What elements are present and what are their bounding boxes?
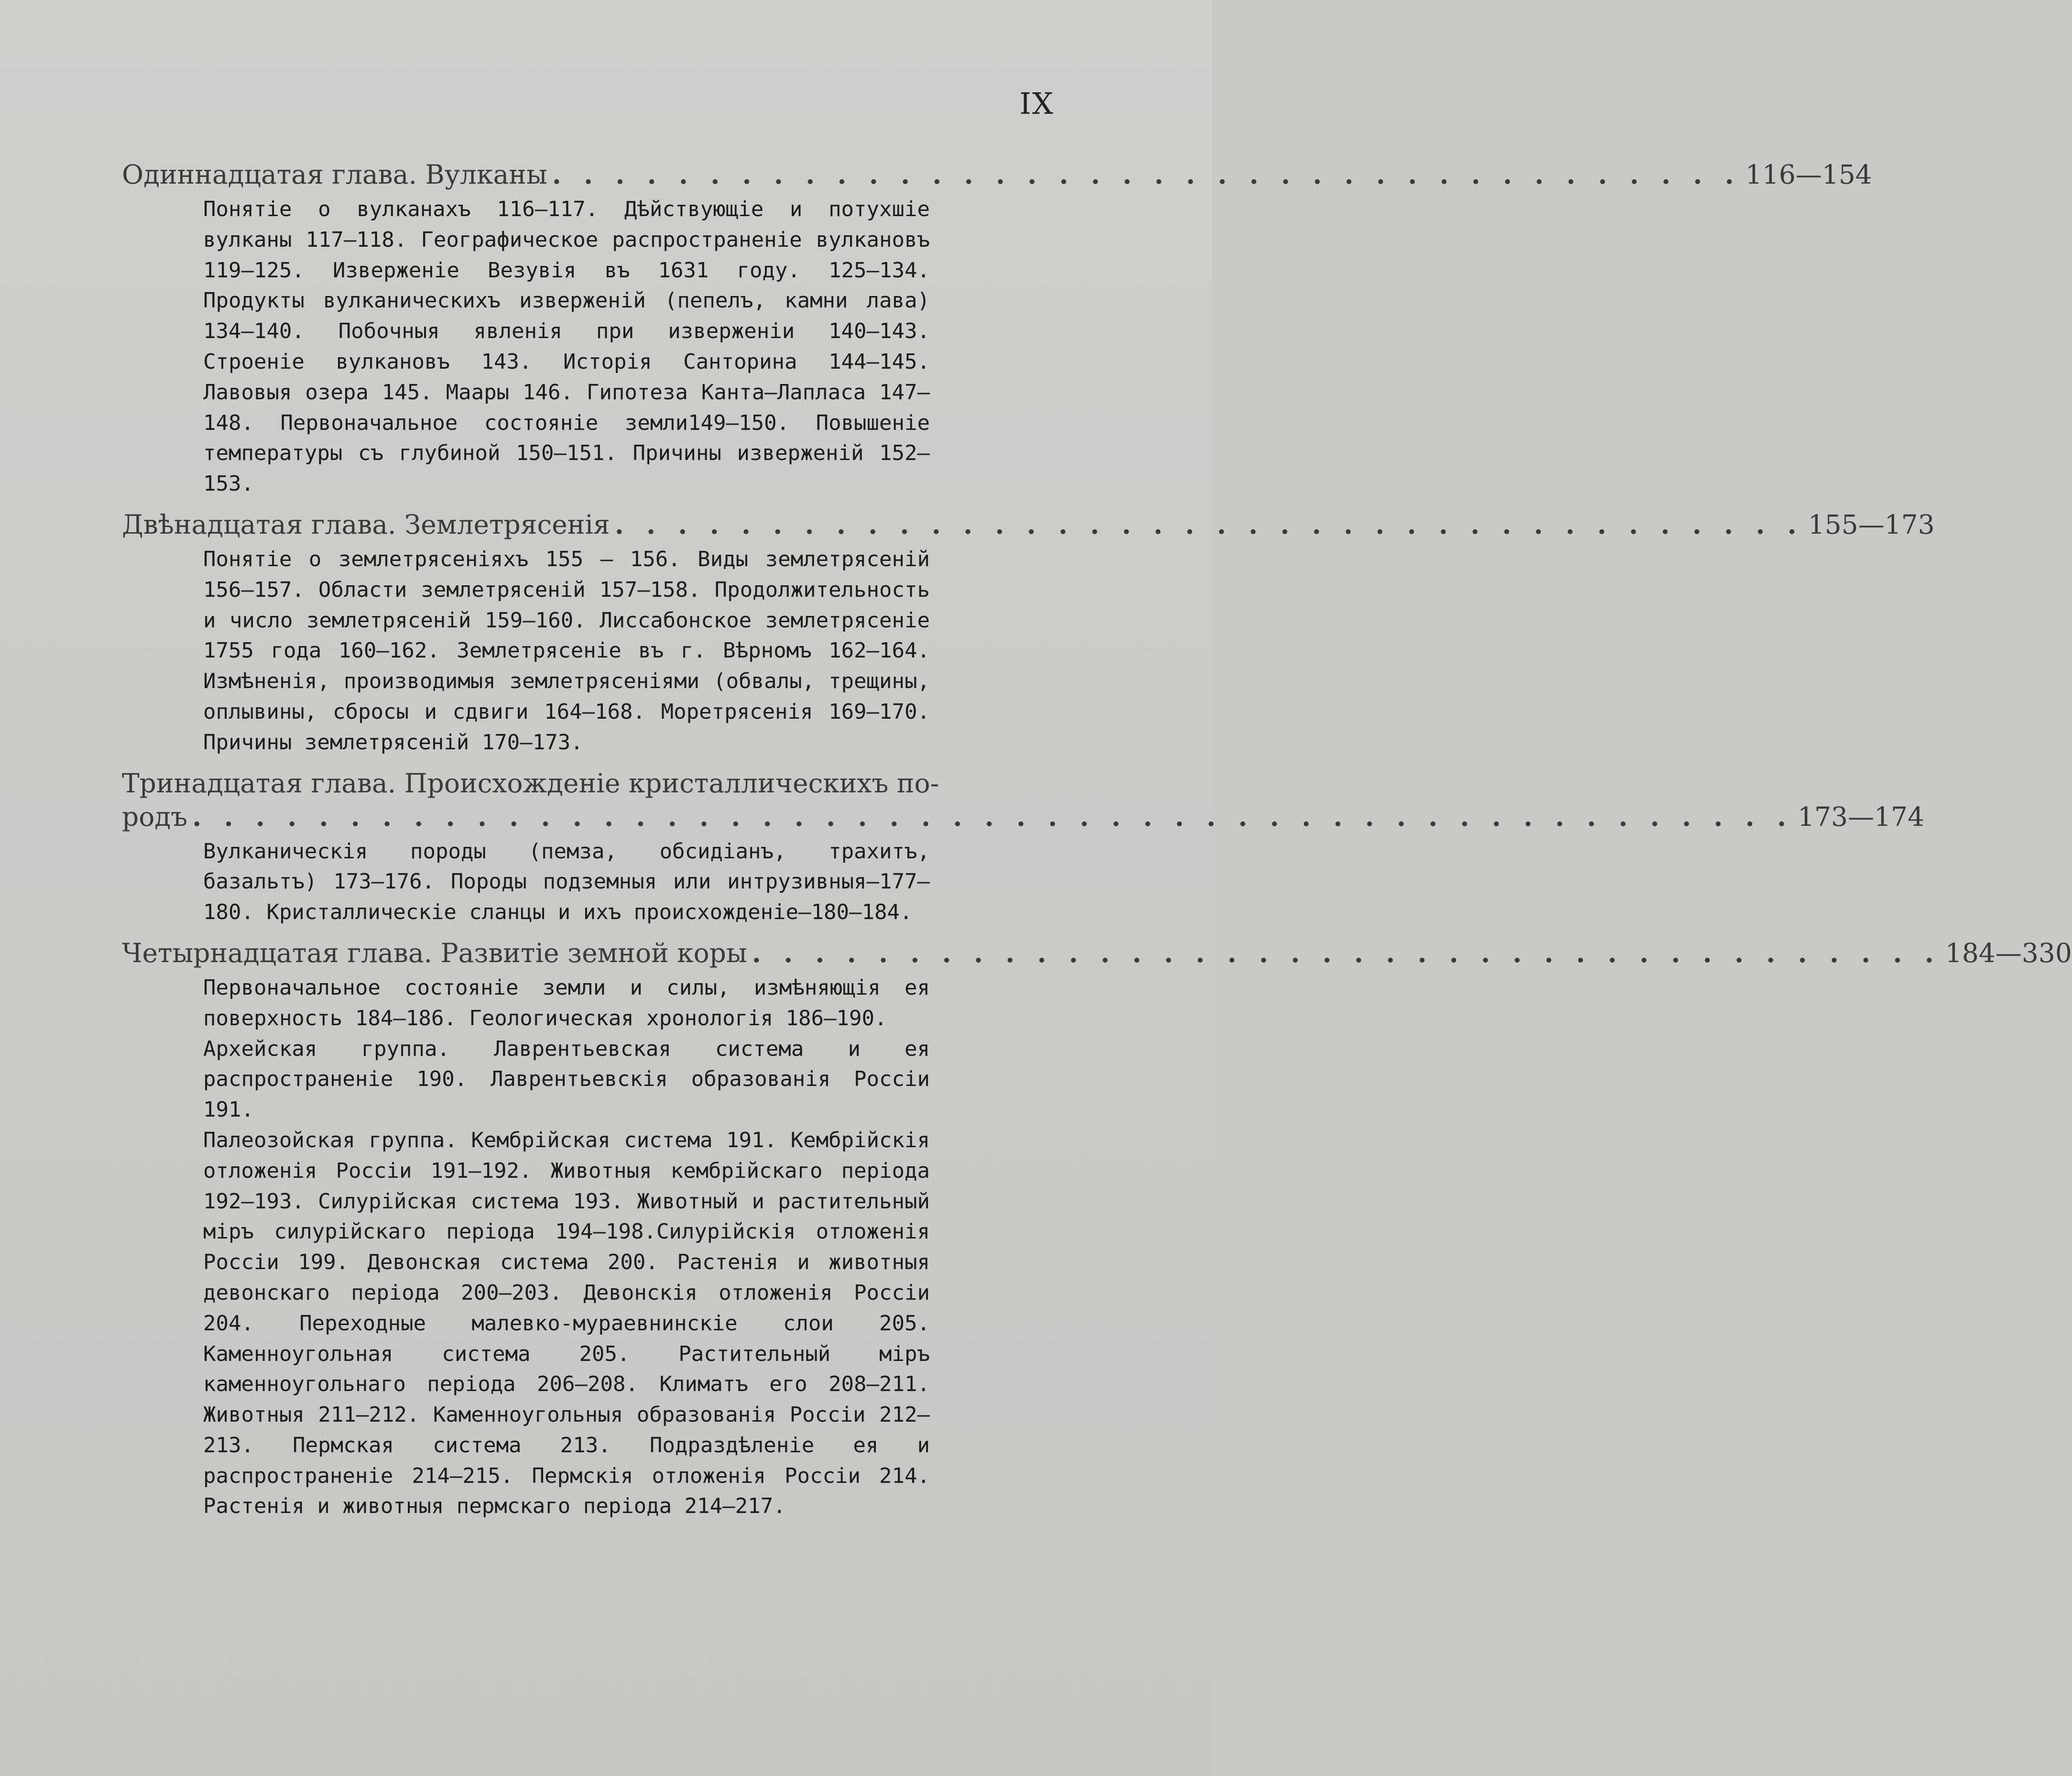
summary-paragraph: Первоначальное состояніе земли и силы, измѣняющія ея поверхность 184—186. Геологическая хронологія 186—190. xyxy=(203,975,930,1031)
chapter-summary-text: Понятіе о землетрясеніяхъ 155 — 156. Виды землетрясеній 156—157. Области землетрясеній 157—158. Продолжительность и число землетрясеній 159—160. Лиссабонское землетрясеніе 1755 года 160—162. Землетрясеніе въ г. Вѣрномъ 162—164. Измѣненія, производимыя землетрясеніями (обвалы, трещины, оплывины, сбросы и сдвиги 164—168. Моретрясенія 169—170. Причины землетрясеній 170—173. xyxy=(203,547,930,755)
chapter-title: Одиннадцатая глава. Вулканы xyxy=(122,159,547,190)
dot-leader: . . . . . . . . . . . . . . . . . . . . . . . . . . . . . . . . . . . . . . xyxy=(552,159,1741,190)
toc-chapter xyxy=(122,508,1935,758)
chapter-title: Четырнадцатая глава. Развитіе земной коры xyxy=(122,937,747,968)
chapter-summary xyxy=(203,544,930,758)
chapter-title-line1[interactable]: Тринадцатая глава. Происхожденіе кристаллическихъ по- xyxy=(122,767,939,799)
dot-leader: . . . . . . . . . . . . . . . . . . . . . . . . . . . . . . . . . . . . . . xyxy=(614,508,1803,540)
chapter-heading[interactable] xyxy=(122,800,1925,833)
chapter-pages: 155—173 xyxy=(1808,509,1935,540)
toc-chapter xyxy=(122,767,1925,928)
chapter-heading[interactable] xyxy=(122,936,2072,970)
chapter-summary-text: Вулканическія породы (пемза, обсидіанъ, трахитъ, базальтъ) 173—176. Породы подземныя или интрузивныя—177—180. Кристаллическіе сланцы и ихъ происхожденіе—180—184. xyxy=(203,839,930,925)
toc-chapter xyxy=(122,158,1872,499)
page-number: IX xyxy=(1019,86,1054,121)
chapter-title: Двѣнадцатая глава. Землетрясенія xyxy=(122,509,610,540)
summary-paragraph: Палеозойская группа. Кембрійская система 191. Кембрійскія отложенія Россіи 191—192. Животныя кембрійскаго періода 192—193. Силурійская система 193. Животный и растительный міръ силурійскаго періода 194—198.Силурійскія отложенія Россіи 199. Девонская система 200. Растенія и животныя девонскаго періода 200—203. Девонскія отложенія Россіи 204. Переходные малевко-мураевнинскіе слои 205. Каменноугольная система 205. Растительный міръ каменноугольнаго періода 206—208. Климатъ его 208—211. Животныя 211—212. Каменноугольныя образованія Россіи 212—213. Пермская система 213. Подраздѣленіе ея и распространеніе 214—215. Пермскія отложенія Россіи 214. Растенія и животныя пермскаго періода 214—217. xyxy=(203,1128,930,1519)
table-of-contents xyxy=(122,158,2072,1530)
chapter-summary xyxy=(203,836,930,928)
chapter-heading[interactable] xyxy=(122,508,1935,541)
chapter-summary xyxy=(203,973,930,1522)
chapter-pages: 184—330 xyxy=(1945,937,2072,968)
chapter-title-line2: родъ xyxy=(122,801,188,832)
chapter-heading[interactable] xyxy=(122,158,1872,191)
chapter-pages: 116—154 xyxy=(1745,159,1872,190)
chapter-summary-text: Понятіе о вулканахъ 116—117. Дѣйствующіе и потухшіе вулканы 117—118. Географическое распространеніе вулкановъ 119—125. Изверженіе Везувія въ 1631 году. 125—134. Продукты вулканическихъ изверженій (пепелъ, камни лава) 134—140. Побочныя явленія при изверженіи 140—143. Строеніе вулкановъ 143. Исторія Санторина 144—145. Лавовыя озера 145. Маары 146. Гипотеза Канта—Лапласа 147—148. Первоначальное состояніе земли149—150. Повышеніе температуры съ глубиной 150—151. Причины изверженій 152—153. xyxy=(203,197,930,496)
summary-paragraph: Архейская группа. Лаврентьевская система и ея распространеніе 190. Лаврентьевскія образованія Россіи 191. xyxy=(203,1036,930,1122)
toc-chapter xyxy=(122,936,2072,1522)
chapter-summary xyxy=(203,194,930,499)
dot-leader: . . . . . . . . . . . . . . . . . . . . . . . . . . . . . . . . . . . . . . . . . . . . . . . . . . . xyxy=(192,800,1793,832)
chapter-pages: 173—174 xyxy=(1798,801,1925,832)
dot-leader: . . . . . . . . . . . . . . . . . . . . . . . . . . . . . . . . . . . . . . xyxy=(752,937,1941,968)
